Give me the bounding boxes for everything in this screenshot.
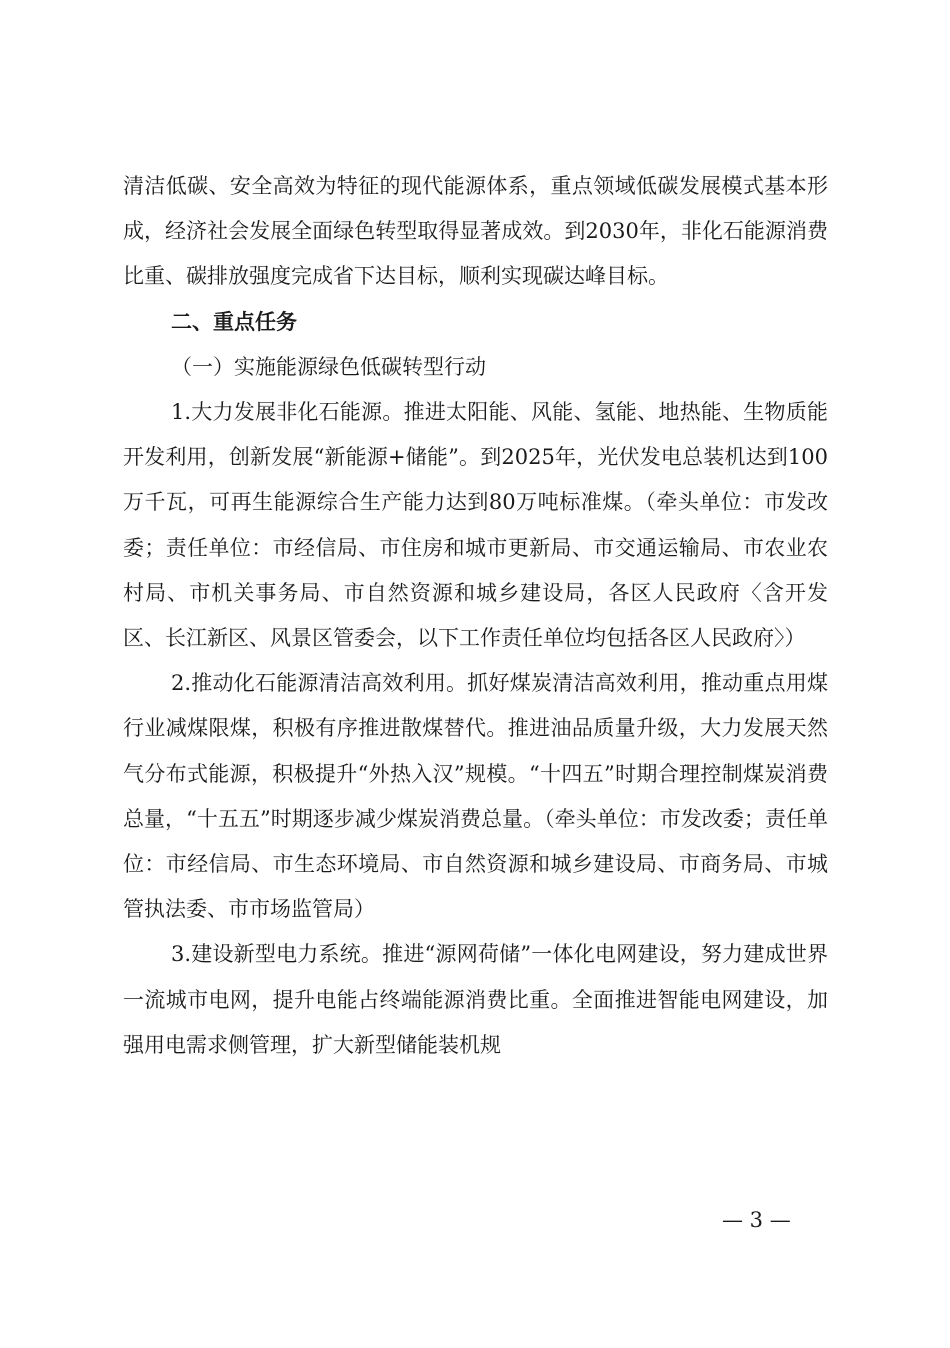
body-text xyxy=(123,164,828,1068)
section-heading-key-tasks: 二、重点任务 xyxy=(171,309,297,334)
page-number: — 3 — xyxy=(722,1208,791,1232)
subsection-heading-energy-transition: （一）实施能源绿色低碳转型行动 xyxy=(171,354,486,379)
paragraph-item-1: 1.大力发展非化石能源。推进太阳能、风能、氢能、地热能、生物质能开发利用，创新发展“新能源+储能”。到2025年，光伏发电总装机达到100万千瓦，可再生能源综合生产能力达到80万吨标准煤。（牵头单位：市发改委；责任单位：市经信局、市住房和城市更新局、市交通运输局、市农业农村局、市机关事务局、市自然资源和城乡建设局，各区人民政府〈含开发区、长江新区、风景区管委会，以下工作责任单位均包括各区人民政府〉） xyxy=(123,400,828,651)
paragraph-intro-continuation: 清洁低碳、安全高效为特征的现代能源体系，重点领域低碳发展模式基本形成，经济社会发展全面绿色转型取得显著成效。到2030年，非化石能源消费比重、碳排放强度完成省下达目标，顺利实现碳达峰目标。 xyxy=(123,174,828,289)
paragraph-item-2: 2.推动化石能源清洁高效利用。抓好煤炭清洁高效利用，推动重点用煤行业减煤限煤，积极有序推进散煤替代。推进油品质量升级，大力发展天然气分布式能源，积极提升“外热入汉”规模。“十四五”时期合理控制煤炭消费总量，“十五五”时期逐步减少煤炭消费总量。（牵头单位：市发改委；责任单位：市经信局、市生态环境局、市自然资源和城乡建设局、市商务局、市城管执法委、市市场监管局） xyxy=(123,671,828,922)
paragraph-item-3: 3.建设新型电力系统。推进“源网荷储”一体化电网建设，努力建成世界一流城市电网，提升电能占终端能源消费比重。全面推进智能电网建设，加强用电需求侧管理，扩大新型储能装机规 xyxy=(123,942,828,1057)
